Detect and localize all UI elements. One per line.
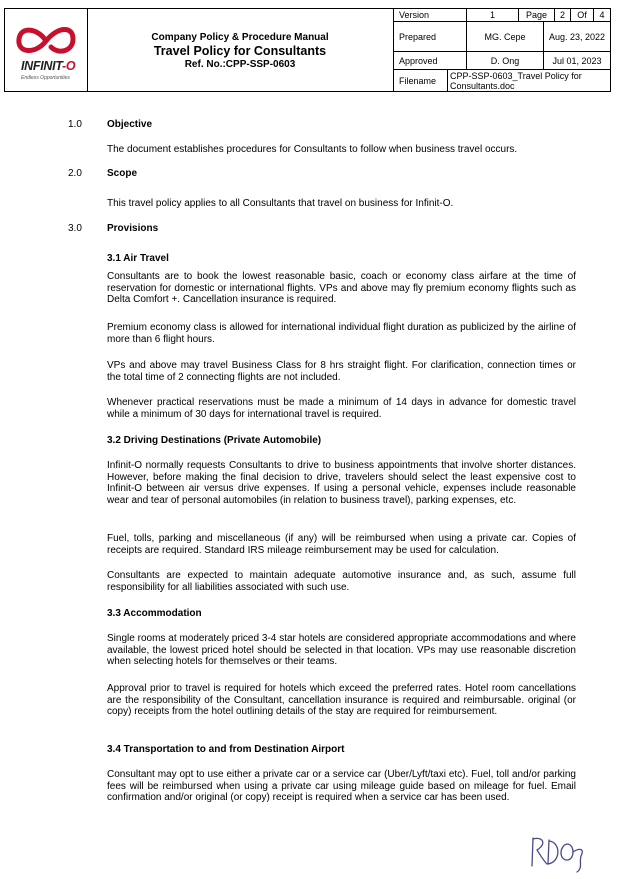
prepared-label: Prepared [393,22,467,52]
scope-text: This travel policy applies to all Consultants that travel on business for Infinit-O. [107,198,454,209]
approved-label: Approved [393,52,467,70]
approved-by: D. Ong [467,52,544,70]
signature-initials [527,832,589,874]
subsection-title-driving: 3.2 Driving Destinations (Private Automobile) [107,435,322,446]
logo-tagline: Endless Opportunities [21,75,70,81]
subsection-title-air-travel: 3.1 Air Travel [107,253,169,264]
paragraph: Premium economy class is allowed for international individual flight duration as publicized by the airline of more than 6 flight hours. [107,322,576,345]
paragraph: Infinit-O normally requests Consultants to drive to business appointments that involve shorter distances. However, before making the final decision to drive, travelers should select the least expensive cost to Infinit-O between air versus drive expenses. If using a personal vehicle, expenses include reasonable wear and tear of personal automobiles (in relation to business travel), parking expenses, etc. [107,460,576,506]
logo-wordmark: INFINIT-O [21,59,76,73]
paragraph: Consultant may opt to use either a private car or a service car (Uber/Lyft/taxi etc). Fuel, toll and/or parking fees will be reimbursed when using a private car using mileage guide based on mileage for fuel. Email confirmation and/or original (or copy) receipt is required when a service car has been used. [107,769,576,803]
infinit-o-logo [11,19,81,59]
paragraph: Whenever practical reservations must be made a minimum of 14 days in advance for domestic travel while a minimum of 30 days for international travel is required. [107,397,576,420]
filename-label: Filename [393,70,448,91]
paragraph: Fuel, tolls, parking and miscellaneous (if any) will be reimbursed when using a private car. Copies of receipts are required. Standard IRS mileage reimbursement may be used for calculation. [107,533,576,556]
objective-text: The document establishes procedures for Consultants to follow when business travel occurs. [107,144,518,155]
version-label: Version [393,9,467,22]
paragraph: Single rooms at moderately priced 3-4 star hotels are considered appropriate accommodations and where available, the lowest priced hotel should be selected in that location. VPs may use reasonable discretion when selecting hotels for themselves or their teams. [107,633,576,667]
approved-date: Jul 01, 2023 [544,52,610,70]
of-value: 4 [594,9,610,22]
paragraph: Approval prior to travel is required for hotels which exceed the preferred rates. Hotel room cancellations are the responsibility of the Consultant, cancellation insurance is required and reimbursable. original (or copy) receipts from the hotel outlining details of the stay are required for reimbursement. [107,683,576,717]
policy-title: Travel Policy for Consultants [153,44,327,58]
reference-number: Ref. No.:CPP-SSP-0603 [184,59,296,70]
subsection-title-airport-transport: 3.4 Transportation to and from Destination Airport [107,744,345,755]
section-number: 2.0 [68,168,82,179]
page-label: Page [519,9,555,22]
section-title-scope: Scope [107,168,138,179]
paragraph: VPs and above may travel Business Class for 8 hrs straight flight. For clarification, connection times or the total time of 2 connecting flights are not included. [107,360,576,383]
manual-title: Company Policy & Procedure Manual [151,32,329,43]
title-cell [87,9,394,91]
subsection-title-accommodation: 3.3 Accommodation [107,608,202,619]
page-value: 2 [555,9,571,22]
prepared-date: Aug. 23, 2022 [544,22,610,52]
document-meta-table [393,9,610,91]
section-number: 1.0 [68,119,82,130]
filename-value: CPP-SSP-0603_Travel Policy for Consultants.doc [450,70,582,91]
section-title-provisions: Provisions [107,223,159,234]
paragraph: Consultants are expected to maintain adequate automotive insurance and, as such, assume full responsibility for all liabilities associated with such use. [107,570,576,593]
paragraph: Consultants are to book the lowest reasonable basic, coach or economy class airfare at the time of reservation for domestic or international flights. VPs and above may fly premium economy flights such as Delta Comfort +. Cancellation insurance is required. [107,271,576,305]
section-number: 3.0 [68,223,82,234]
prepared-by: MG. Cepe [467,22,544,52]
logo-cell [5,9,88,91]
version-value: 1 [467,9,519,22]
document-header [4,8,611,92]
of-label: Of [571,9,594,22]
section-title-objective: Objective [107,119,153,130]
